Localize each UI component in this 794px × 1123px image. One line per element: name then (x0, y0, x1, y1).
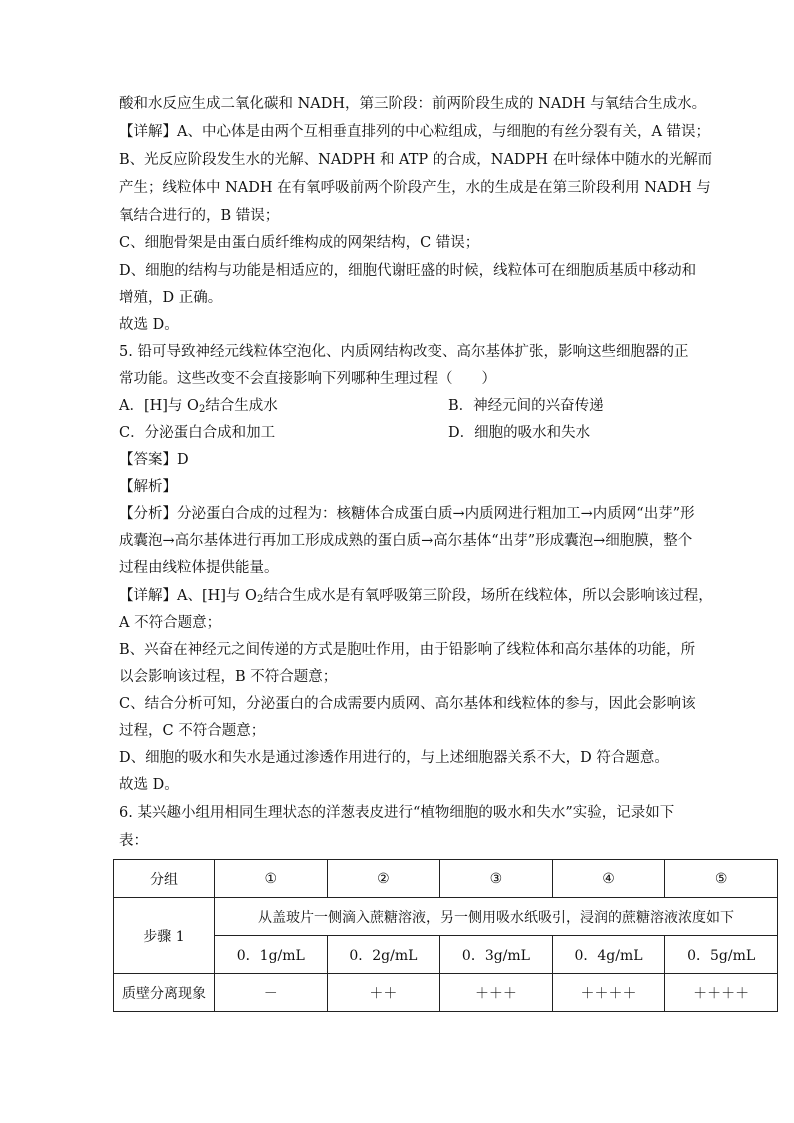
result-label: 质壁分离现象 (114, 974, 215, 1012)
concentration-cell: 0．1g/mL (215, 936, 328, 974)
analysis-heading: 【解析】 (119, 479, 177, 495)
result-cell: ＋＋ (327, 974, 440, 1012)
table-header-row (114, 860, 778, 898)
text-line: C、细胞骨架是由蛋白质纤维构成的网架结构，C 错误； (119, 235, 480, 251)
question-5-stem: 常功能。这些改变不会直接影响下列哪种生理过程（ ） (119, 371, 496, 387)
experiment-table (113, 859, 778, 1012)
concentration-cell: 0．4g/mL (552, 936, 665, 974)
step1-description: 从盖玻片一侧滴入蔗糖溶液，另一侧用吸水纸吸引，浸润的蔗糖溶液浓度如下 (215, 898, 778, 936)
step1-label: 步骤 1 (114, 898, 215, 974)
result-cell: － (215, 974, 328, 1012)
concentration-cell: 0．5g/mL (665, 936, 778, 974)
text-line: 过程，C 不符合题意； (119, 723, 266, 739)
text-line: 故选 D。 (119, 317, 179, 333)
text-line: 【详解】A、中心体是由两个互相垂直排列的中心粒组成，与细胞的有丝分裂有关，A 错误； (119, 124, 711, 140)
group-header: ④ (552, 860, 665, 898)
options-row (119, 396, 679, 416)
text-line: 【分析】分泌蛋白合成的过程为：核糖体合成蛋白质→内质网进行粗加工→内质网“出芽”形 (119, 506, 695, 522)
header-label: 分组 (114, 860, 215, 898)
group-header: ② (327, 860, 440, 898)
concentration-cell: 0．3g/mL (440, 936, 553, 974)
text-line: A 不符合题意； (119, 615, 222, 631)
question-5-stem: 5. 铅可导致神经元线粒体空泡化、内质网结构改变、高尔基体扩张，影响这些细胞器的正 (119, 344, 689, 360)
group-header: ③ (440, 860, 553, 898)
options-row (119, 423, 679, 443)
group-header: ⑤ (665, 860, 778, 898)
option-c: C．分泌蛋白合成和加工 (119, 425, 276, 441)
concentration-cell: 0．2g/mL (327, 936, 440, 974)
text-line: 成囊泡→高尔基体进行再加工形成成熟的蛋白质→高尔基体“出芽”形成囊泡→细胞膜，整个 (119, 533, 693, 549)
table-row (114, 974, 778, 1012)
text-line: 【详解】A、[H]与 $O_2$结合生成水是有氧呼吸第三阶段，场所在线粒体，所以会影响该过程， (119, 588, 713, 605)
question-6-stem: 6. 某兴趣小组用相同生理状态的洋葱表皮进行“植物细胞的吸水和失水”实验，记录如下 (119, 805, 675, 821)
text-line: 故选 D。 (119, 777, 179, 793)
text-line: D、细胞的吸水和失水是通过渗透作用进行的，与上述细胞器关系不大，D 符合题意。 (119, 750, 669, 766)
text-line: 酸和水反应生成二氧化碳和 NADH，第三阶段：前两阶段生成的 NADH 与氧结合生成水。 (119, 96, 707, 112)
text-line: C、结合分析可知，分泌蛋白的合成需要内质网、高尔基体和线粒体的参与，因此会影响该 (119, 696, 696, 712)
text-line: 过程由线粒体提供能量。 (119, 560, 279, 576)
text-line: B、兴奋在神经元之间传递的方式是胞吐作用，由于铅影响了线粒体和高尔基体的功能，所 (119, 642, 696, 658)
option-d: D．细胞的吸水和失水 (448, 425, 591, 441)
question-6-stem: 表： (119, 833, 148, 849)
text-line: 增殖，D 正确。 (119, 290, 223, 306)
text-line: D、细胞的结构与功能是相适应的，细胞代谢旺盛的时候，线粒体可在细胞质基质中移动和 (119, 263, 697, 279)
answer-line: 【答案】D (119, 452, 189, 468)
table-row (114, 898, 778, 936)
option-b: B．神经元间的兴奋传递 (448, 398, 604, 414)
group-header: ① (215, 860, 328, 898)
text-line: 产生；线粒体中 NADH 在有氧呼吸前两个阶段产生，水的生成是在第三阶段利用 NADH 与 (119, 180, 711, 196)
text-line: 氧结合进行的，B 错误； (119, 208, 280, 224)
result-cell: ＋＋＋＋ (665, 974, 778, 1012)
text-line: 以会影响该过程，B 不符合题意； (119, 669, 338, 685)
result-cell: ＋＋＋ (440, 974, 553, 1012)
option-a: A．[H]与 $O_2$结合生成水 (119, 398, 278, 415)
text-line: B、光反应阶段发生水的光解、NADPH 和 ATP 的合成，NADPH 在叶绿体中随水的光解而 (119, 152, 713, 168)
result-cell: ＋＋＋＋ (552, 974, 665, 1012)
